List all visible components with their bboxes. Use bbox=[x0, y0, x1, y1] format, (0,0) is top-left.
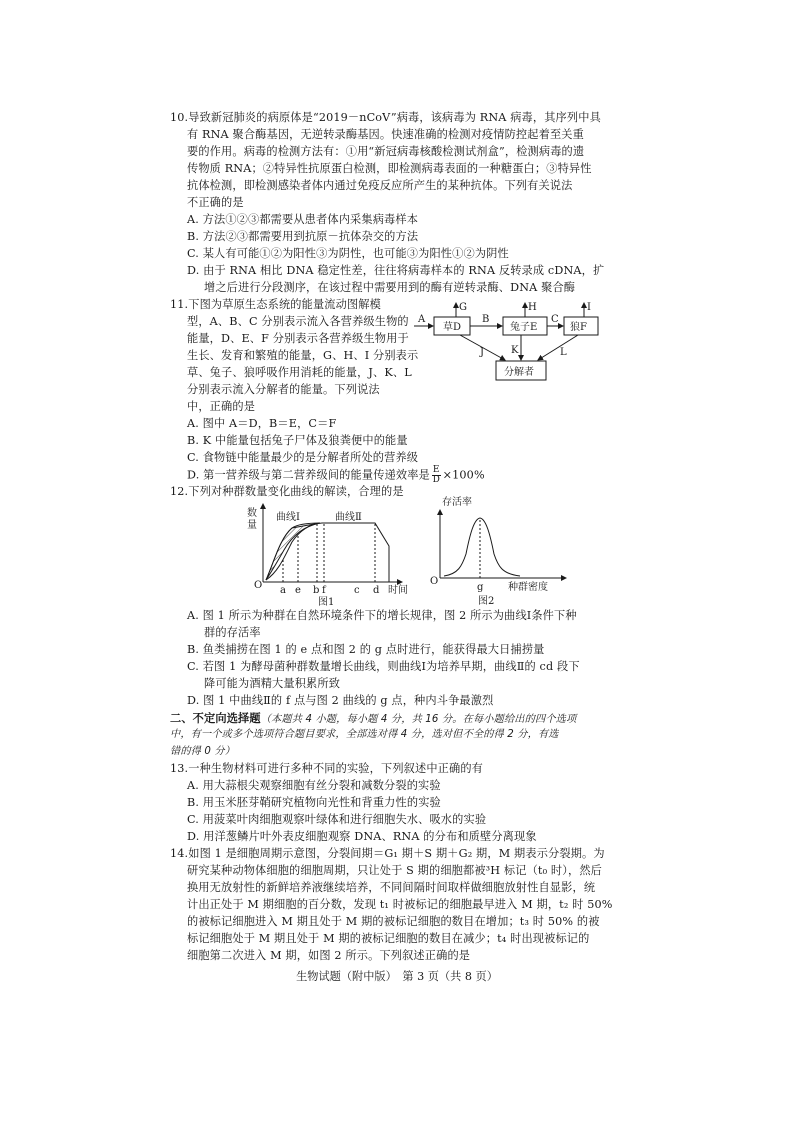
fig1-ylabel-1: 数 bbox=[247, 508, 257, 519]
fig1-tick-c: c bbox=[354, 585, 360, 596]
q10-option-d-cont: 增之后进行分段测序，在该过程中需要用到的酶有逆转录酶、DNA 聚合酶 bbox=[204, 281, 576, 294]
fig1-tick-e: e bbox=[295, 585, 301, 596]
fig2-origin: O bbox=[430, 576, 439, 587]
rabbit-label: 兔子E bbox=[510, 322, 538, 333]
fig1-curve-2 bbox=[266, 523, 389, 582]
efficiency-fraction bbox=[432, 466, 441, 485]
arrow-label-i: I bbox=[587, 302, 591, 313]
arrow-label-c: C bbox=[551, 314, 559, 325]
q12-option-a-cont: 群的存活率 bbox=[204, 626, 261, 639]
q11-stem-line: 分别表示流入分解者的能量。下列说法 bbox=[187, 383, 380, 396]
q13-option-b: B. 用玉米胚芽鞘研究植物向光性和背重力性的实验 bbox=[187, 796, 441, 809]
arrow-label-h: H bbox=[528, 302, 537, 313]
q11-stem-line: 11.下图为草原生态系统的能量流动图解模 bbox=[170, 298, 381, 311]
arrow-l bbox=[538, 335, 578, 360]
q13-option-a: A. 用大蒜根尖观察细胞有丝分裂和减数分裂的实验 bbox=[187, 779, 441, 792]
q11-option-d bbox=[187, 466, 485, 485]
fig1-origin: O bbox=[254, 580, 263, 591]
fig2-ylabel: 存活率 bbox=[442, 497, 472, 508]
arrow-label-j: J bbox=[480, 347, 485, 358]
q12-option-d: D. 图 1 中曲线Ⅱ的 f 点与图 2 曲线的 g 点，种内斗争最激烈 bbox=[187, 694, 494, 707]
q11-option-b: B. K 中能量包括兔子尸体及狼粪便中的能量 bbox=[187, 434, 408, 447]
q10-stem-line: 要的作用。病毒的检测方法有：①用“新冠病毒核酸检测试剂盒”，检测病毒的遗 bbox=[187, 145, 585, 158]
page-footer: 生物试题（附中版） 第 3 页（共 8 页） bbox=[296, 970, 498, 983]
energy-flow-diagram bbox=[410, 300, 610, 390]
fig2-caption: 图2 bbox=[478, 596, 495, 606]
q12-option-c: C. 若图 1 为酵母菌种群数量增长曲线，则曲线Ⅰ为培养早期，曲线Ⅱ的 cd 段下 bbox=[187, 660, 580, 673]
arrow-label-b: B bbox=[482, 314, 490, 325]
q11-option-d-suffix: ×100% bbox=[442, 468, 485, 482]
fig2-tick-g: g bbox=[477, 582, 484, 593]
q12-stem: 12.下列对种群数量变化曲线的解读，合理的是 bbox=[170, 485, 404, 498]
fig2-curve bbox=[444, 518, 520, 576]
fraction-denominator: D bbox=[432, 475, 440, 485]
q10-stem-line: 抗体检测，即检测感染者体内通过免疫反应所产生的某种抗体。下列有关说法 bbox=[187, 179, 573, 192]
fig1-tick-d: d bbox=[373, 585, 380, 596]
q11-option-a: A. 图中 A＝D，B＝E，C＝F bbox=[187, 417, 337, 430]
fig1-tick-b: b bbox=[313, 585, 320, 596]
q10-stem-line: 传物质 RNA；②特异性抗原蛋白检测，即检测病毒表面的一种糖蛋白；③特异性 bbox=[187, 162, 592, 175]
section-2-note-cont: 错的得 0 分） bbox=[170, 746, 236, 757]
q14-stem-line: 细胞第二次进入 M 期，如图 2 所示。下列叙述正确的是 bbox=[187, 949, 471, 962]
fig1-tick-f: f bbox=[322, 585, 326, 596]
q11-stem-line: 生长、发育和繁殖的能量，G、H、I 分别表示 bbox=[187, 349, 419, 362]
section-2-note-cont: 中，有一个或多个选项符合题目要求，全部选对得 4 分，选对但不全的得 2 分，有选 bbox=[170, 729, 559, 740]
q14-stem-line: 研究某种动物体细胞的细胞周期，只让处于 S 期的细胞都被³H 标记（t₀ 时），然后 bbox=[187, 864, 602, 877]
fig1-hatched-area bbox=[266, 523, 320, 580]
q14-stem-line: 计出正处于 M 期细胞的百分数，发现 t₁ 时被标记的细胞最早进入 M 期，t₂ 时 50% bbox=[187, 898, 613, 911]
q10-stem-line: 有 RNA 聚合酶基因，无逆转录酶基因。快速准确的检测对疫情防控起着至关重 bbox=[187, 128, 584, 141]
q12-option-a: A. 图 1 所示为种群在自然环境条件下的增长规律，图 2 所示为曲线Ⅰ条件下种 bbox=[187, 609, 577, 622]
decomposer-label: 分解者 bbox=[504, 367, 534, 378]
q11-stem-line: 中，正确的是 bbox=[187, 400, 256, 413]
fig1-caption: 图1 bbox=[318, 597, 335, 606]
q12-option-b: B. 鱼类捕捞在图 1 的 e 点和图 2 的 g 点时进行，能获得最大日捕捞量 bbox=[187, 643, 545, 656]
q10-option-a: A. 方法①②③都需要从患者体内采集病毒样本 bbox=[187, 213, 419, 226]
section-2-title: 二、不定向选择题 bbox=[170, 711, 261, 725]
arrow-label-g: G bbox=[459, 302, 467, 313]
q10-stem-line: 不正确的是 bbox=[187, 196, 244, 209]
fraction-numerator: E bbox=[432, 465, 440, 475]
section-2-note: （本题共 4 小题，每小题 4 分，共 16 分。在每小题给出的四个选项 bbox=[260, 714, 577, 725]
q14-stem-line: 换用无放射性的新鲜培养液继续培养，不同间隔时间取样做细胞放射性自显影，统 bbox=[187, 881, 596, 894]
q13-option-d: D. 用洋葱鳞片叶外表皮细胞观察 DNA、RNA 的分布和质壁分离现象 bbox=[187, 830, 537, 843]
wolf-label: 狼F bbox=[570, 322, 587, 333]
q10-stem-line: 10.导致新冠肺炎的病原体是“2019－nCoV”病毒，该病毒为 RNA 病毒，其序列中具 bbox=[170, 111, 601, 124]
q13-option-c: C. 用菠菜叶肉细胞观察叶绿体和进行细胞失水、吸水的实验 bbox=[187, 813, 487, 826]
q10-option-b: B. 方法②③都需要用到抗原－抗体杂交的方法 bbox=[187, 230, 419, 243]
q10-option-c: C. 某人有可能①②为阳性③为阴性，也可能③为阳性①②为阴性 bbox=[187, 247, 509, 260]
q12-option-c-cont: 降可能为酒精大量积累所致 bbox=[204, 677, 341, 690]
fig1-ylabel-2: 量 bbox=[247, 520, 257, 531]
q13-stem: 13.一种生物材料可进行多种不同的实验，下列叙述中正确的有 bbox=[170, 762, 484, 775]
fig1-curve-2-label: 曲线Ⅱ bbox=[335, 512, 362, 523]
q11-stem-line: 能量，D、E、F 分别表示各营养级生物用于 bbox=[187, 332, 409, 345]
q11-stem-line: 型，A、B、C 分别表示流入各营养级生物的 bbox=[187, 315, 409, 328]
q10-option-d: D. 由于 RNA 相比 DNA 稳定性差，往往将病毒样本的 RNA 反转录成 cDNA，扩 bbox=[187, 264, 605, 277]
q11-option-c: C. 食物链中能量最少的是分解者所处的营养级 bbox=[187, 451, 419, 464]
q11-option-d-text: D. 第一营养级与第二营养级间的能量传递效率是 bbox=[187, 468, 430, 482]
q11-stem-line: 草、兔子、狼呼吸作用消耗的能量，J、K、L bbox=[187, 366, 412, 379]
fig2-xlabel: 种群密度 bbox=[508, 582, 548, 593]
fig1-curve-1-label: 曲线Ⅰ bbox=[276, 512, 300, 523]
figure-2-survival-curve bbox=[428, 494, 578, 606]
q14-stem-line: 14.如图 1 是细胞周期示意图，分裂间期＝G₁ 期＋S 期＋G₂ 期，M 期表示分裂期。为 bbox=[170, 847, 605, 860]
figure-1-population-curves bbox=[244, 500, 414, 606]
fig1-tick-a: a bbox=[280, 585, 286, 596]
arrow-label-l: L bbox=[560, 347, 567, 358]
q14-stem-line: 标记细胞处于 M 期且处于 M 期的被标记细胞的数目在减少；t₄ 时出现被标记的 bbox=[187, 932, 590, 945]
section-2-line bbox=[170, 711, 576, 727]
grass-label: 草D bbox=[443, 322, 462, 333]
arrow-label-k: K bbox=[511, 345, 519, 356]
q14-stem-line: 的被标记细胞进入 M 期且处于 M 期的被标记细胞的数目在增加；t₃ 时 50% 的被 bbox=[187, 915, 600, 928]
fig1-xlabel: 时间 bbox=[388, 585, 408, 596]
arrow-label-a: A bbox=[418, 314, 426, 325]
